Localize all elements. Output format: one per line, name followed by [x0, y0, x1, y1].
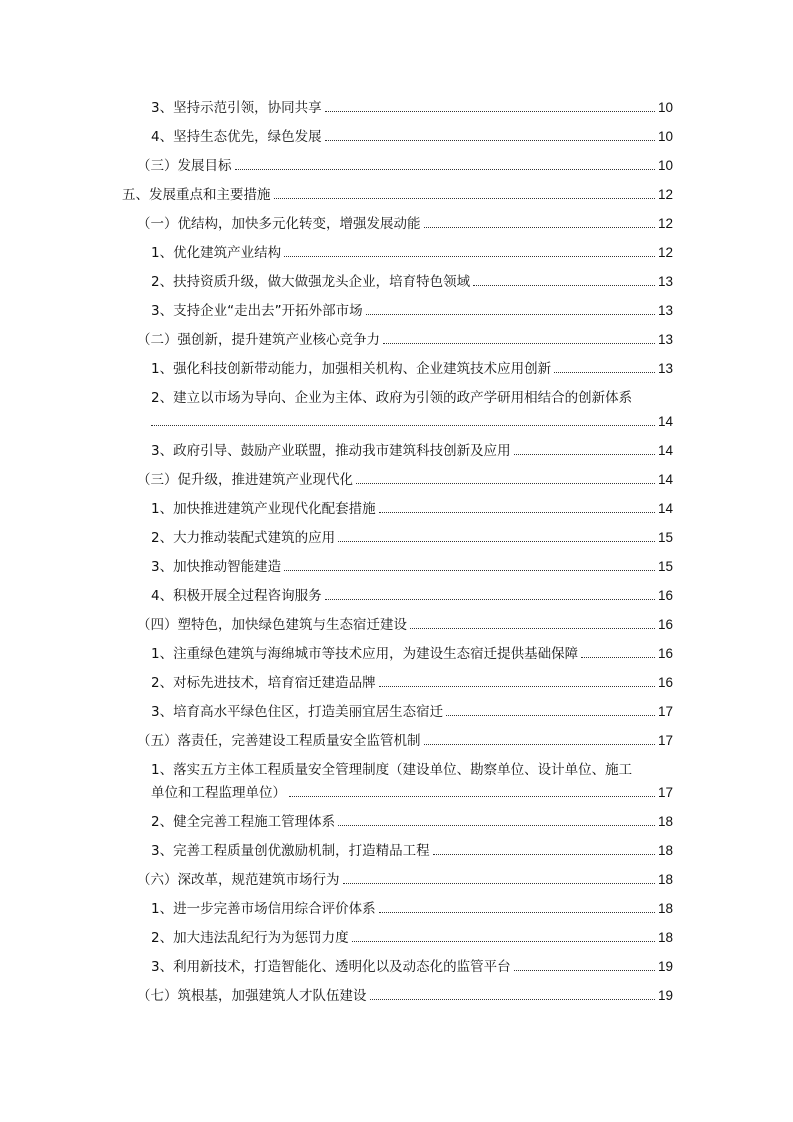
toc-entry-title: （七）筑根基，加强建筑人才队伍建设 — [137, 988, 367, 1004]
toc-page-number: 13 — [657, 332, 673, 347]
toc-page-number: 16 — [657, 675, 673, 690]
toc-entry[interactable] — [151, 413, 673, 431]
toc-entry-title: 3、加快推动智能建造 — [151, 559, 282, 575]
toc-leader-dots — [338, 824, 655, 826]
toc-page-number: 14 — [657, 414, 673, 429]
toc-entry-title: 3、支持企业“走出去”开拓外部市场 — [151, 303, 363, 319]
toc-leader-dots — [379, 911, 655, 913]
toc-leader-dots — [343, 882, 655, 884]
toc-page-number: 14 — [657, 443, 673, 458]
toc-leader-dots — [514, 969, 655, 971]
toc-entry[interactable] — [151, 442, 673, 460]
toc-leader-dots — [284, 569, 655, 571]
toc-entry-title: 2、对标先进技术，培育宿迁建造品牌 — [151, 675, 376, 691]
toc-leader-dots — [325, 110, 655, 112]
toc-leader-dots — [338, 540, 655, 542]
toc-entry[interactable] — [151, 674, 673, 692]
toc-entry-title: 2、扶持资质升级，做大做强龙头企业，培育特色领域 — [151, 274, 471, 290]
toc-leader-dots — [473, 284, 655, 286]
toc-entry-title: （五）落责任，完善建设工程质量安全监管机制 — [137, 733, 421, 749]
toc-entry[interactable] — [151, 360, 673, 378]
toc-entry-title-continued: 单位和工程监理单位） — [151, 785, 286, 801]
toc-leader-dots — [581, 656, 655, 658]
toc-entry-title: （三）发展目标 — [137, 158, 232, 174]
toc-entry[interactable] — [151, 244, 673, 262]
toc-leader-dots — [379, 511, 655, 513]
toc-leader-dots — [370, 998, 655, 1000]
toc-entry-title: 4、积极开展全过程咨询服务 — [151, 588, 322, 604]
toc-entry[interactable] — [151, 558, 673, 576]
toc-entry[interactable] — [137, 732, 673, 750]
toc-page-number: 16 — [657, 646, 673, 661]
toc-entry[interactable] — [122, 186, 673, 204]
toc-page-number: 14 — [657, 501, 673, 516]
toc-page-number: 10 — [657, 100, 673, 115]
toc-leader-dots — [424, 743, 655, 745]
toc-entry-title: （四）塑特色，加快绿色建筑与生态宿迁建设 — [137, 617, 407, 633]
toc-entry[interactable] — [151, 929, 673, 947]
toc-entry[interactable] — [151, 900, 673, 918]
toc-entry-title: （二）强创新，提升建筑产业核心竞争力 — [137, 332, 380, 348]
toc-entry[interactable] — [151, 500, 673, 518]
toc-leader-dots — [366, 313, 655, 315]
toc-leader-dots — [356, 482, 655, 484]
toc-page-number: 19 — [657, 988, 673, 1003]
toc-page-number: 15 — [657, 530, 673, 545]
toc-leader-dots — [274, 197, 655, 199]
toc-leader-dots — [383, 342, 655, 344]
toc-page-number: 12 — [657, 216, 673, 231]
toc-entry[interactable] — [151, 958, 673, 976]
toc-entry-title: 1、优化建筑产业结构 — [151, 245, 282, 261]
toc-entry-title: 2、加大违法乱纪行为为惩罚力度 — [151, 930, 349, 946]
toc-leader-dots — [446, 714, 655, 716]
toc-page-number: 15 — [657, 559, 673, 574]
toc-entry[interactable] — [137, 871, 673, 889]
toc-entry-title: 3、坚持示范引领，协同共享 — [151, 100, 322, 116]
toc-entry[interactable] — [151, 813, 673, 831]
toc-page-number: 18 — [657, 843, 673, 858]
toc-page-number: 17 — [657, 785, 673, 800]
toc-entry[interactable] — [151, 703, 673, 721]
toc-entry-title: 2、健全完善工程施工管理体系 — [151, 814, 336, 830]
toc-entry-title: 3、完善工程质量创优激励机制，打造精品工程 — [151, 843, 430, 859]
toc-page-number: 13 — [657, 303, 673, 318]
toc-entry-title: 4、坚持生态优先，绿色发展 — [151, 129, 322, 145]
toc-leader-dots — [235, 168, 655, 170]
toc-entry-title: 1、注重绿色建筑与海绵城市等技术应用，为建设生态宿迁提供基础保障 — [151, 646, 579, 662]
toc-entry[interactable] — [137, 157, 673, 175]
toc-entry-title: 1、进一步完善市场信用综合评价体系 — [151, 901, 376, 917]
toc-entry-title[interactable]: 2、建立以市场为导向、企业为主体、政府为引领的政产学研用相结合的创新体系 — [151, 390, 633, 406]
toc-entry[interactable] — [151, 587, 673, 605]
toc-entry-title: 1、加快推进建筑产业现代化配套措施 — [151, 501, 376, 517]
toc-entry[interactable] — [151, 99, 673, 117]
toc-page-number: 18 — [657, 901, 673, 916]
toc-leader-dots — [151, 424, 655, 426]
toc-entry[interactable] — [151, 529, 673, 547]
toc-page-number: 13 — [657, 274, 673, 289]
toc-entry[interactable] — [137, 331, 673, 349]
toc-entry-title: 3、政府引导、鼓励产业联盟，推动我市建筑科技创新及应用 — [151, 443, 511, 459]
toc-entry-title: 3、培育高水平绿色住区，打造美丽宜居生态宿迁 — [151, 704, 444, 720]
toc-leader-dots — [325, 139, 655, 141]
toc-page-number: 10 — [657, 129, 673, 144]
toc-entry[interactable] — [151, 784, 673, 802]
toc-leader-dots — [352, 940, 655, 942]
toc-entry-title[interactable]: 1、落实五方主体工程质量安全管理制度（建设单位、勘察单位、设计单位、施工 — [151, 762, 633, 778]
toc-leader-dots — [554, 371, 655, 373]
toc-entry[interactable] — [151, 302, 673, 320]
toc-page-number: 17 — [657, 704, 673, 719]
toc-leader-dots — [284, 255, 655, 257]
toc-entry[interactable] — [137, 471, 673, 489]
toc-page-number: 19 — [657, 959, 673, 974]
toc-entry[interactable] — [151, 273, 673, 291]
toc-entry[interactable] — [151, 128, 673, 146]
toc-page-number: 18 — [657, 930, 673, 945]
toc-entry-title: 五、发展重点和主要措施 — [122, 187, 271, 203]
toc-page-number: 12 — [657, 187, 673, 202]
toc-page-number: 18 — [657, 872, 673, 887]
toc-leader-dots — [289, 795, 655, 797]
toc-page-number: 17 — [657, 733, 673, 748]
toc-leader-dots — [433, 853, 655, 855]
toc-leader-dots — [410, 627, 655, 629]
toc-entry-title: 2、大力推动装配式建筑的应用 — [151, 530, 336, 546]
toc-entry[interactable] — [137, 215, 673, 233]
toc-page-number: 18 — [657, 814, 673, 829]
toc-page-number: 13 — [657, 361, 673, 376]
toc-leader-dots — [325, 598, 655, 600]
toc-page-number: 12 — [657, 245, 673, 260]
toc-page-number: 10 — [657, 158, 673, 173]
toc-entry-title: 1、强化科技创新带动能力，加强相关机构、企业建筑技术应用创新 — [151, 361, 552, 377]
toc-entry-title: （六）深改革，规范建筑市场行为 — [137, 872, 340, 888]
toc-entry[interactable] — [137, 616, 673, 634]
toc-page-number: 14 — [657, 472, 673, 487]
toc-leader-dots — [424, 226, 655, 228]
toc-leader-dots — [379, 685, 655, 687]
toc-entry[interactable] — [151, 842, 673, 860]
toc-page-number: 16 — [657, 617, 673, 632]
toc-entry-title: 3、利用新技术，打造智能化、透明化以及动态化的监管平台 — [151, 959, 511, 975]
toc-page-number: 16 — [657, 588, 673, 603]
toc-entry[interactable] — [151, 645, 673, 663]
toc-entry-title: （三）促升级，推进建筑产业现代化 — [137, 472, 353, 488]
toc-leader-dots — [514, 453, 655, 455]
toc-entry-title: （一）优结构，加快多元化转变，增强发展动能 — [137, 216, 421, 232]
toc-entry[interactable] — [137, 987, 673, 1005]
